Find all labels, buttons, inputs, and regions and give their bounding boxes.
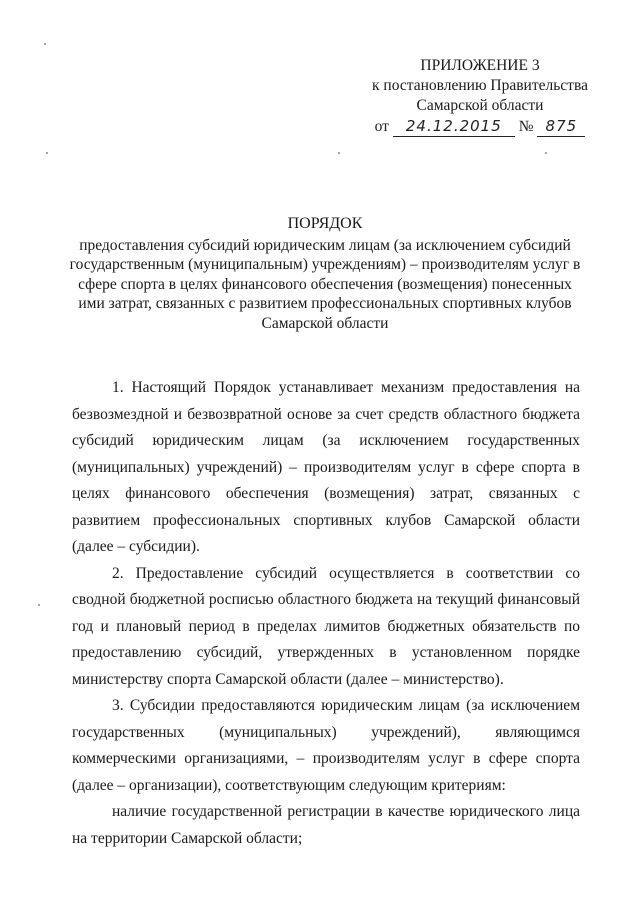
scan-speck <box>44 43 46 45</box>
subtitle-line: предоставления субсидий юридическим лицам (за исключением субсидий <box>79 236 571 254</box>
paragraph-3: 3. Субсидии предоставляются юридическим лицам (за исключением государственных (муниципальных) учреждений), являющимся коммерческими организациями, – производителям услуг в сфере спорта (далее – организации), соответствующим следующим критериям: <box>72 697 580 794</box>
paragraph-criterion-1: наличие государственной регистрации в качестве юридического лица на территории Самарской области; <box>72 803 580 847</box>
appendix-line-decree: к постановлению Правительства <box>372 77 588 94</box>
date-prefix: от <box>374 118 389 135</box>
appendix-title: ПРИЛОЖЕНИЕ 3 <box>420 57 540 74</box>
paragraph-1: 1. Настоящий Порядок устанавливает механизм предоставления на безвозмездной и безвозвратной основе за счет средств областного бюджета субсидий юридическим лицам (за исключением государственных (муниципальных) учреждений) – производителям услуг в сфере спорта в целях финансового обеспечения (возмещения) затрат, связанных с развитием профессиональных спортивных клубов Самарской области (далее – субсидии). <box>72 379 580 555</box>
number-prefix: № <box>518 118 534 135</box>
appendix-header <box>330 56 630 137</box>
subtitle-line: сфере спорта в целях финансового обеспечения (возмещения) понесенных <box>78 275 572 293</box>
appendix-date-number-line <box>330 116 630 137</box>
scan-speck <box>46 152 48 154</box>
scan-speck <box>545 152 547 154</box>
document-title-block <box>60 214 590 333</box>
handwritten-number: 875 <box>537 116 585 137</box>
scan-speck <box>38 604 40 606</box>
subtitle-line: Самарской области <box>261 314 389 332</box>
scan-speck <box>338 152 340 154</box>
paragraph-2: 2. Предоставление субсидий осуществляется в соответствии со сводной бюджетной росписью областного бюджета на текущий финансовый год и плановый период в пределах лимитов бюджетных обязательств по предоставлению субсидий, утвержденных в установленном порядке министерству спорта Самарской области (далее – министерство). <box>72 564 580 688</box>
subtitle-line: ими затрат, связанных с развитием профессиональных спортивных клубов <box>78 295 572 312</box>
handwritten-date: 24.12.2015 <box>393 116 515 137</box>
document-body <box>72 375 580 852</box>
subtitle-line: государственным (муниципальным) учреждениям) – производителям услуг в <box>69 256 581 273</box>
document-heading: ПОРЯДОК <box>287 215 363 232</box>
appendix-line-region: Самарской области <box>416 97 544 114</box>
